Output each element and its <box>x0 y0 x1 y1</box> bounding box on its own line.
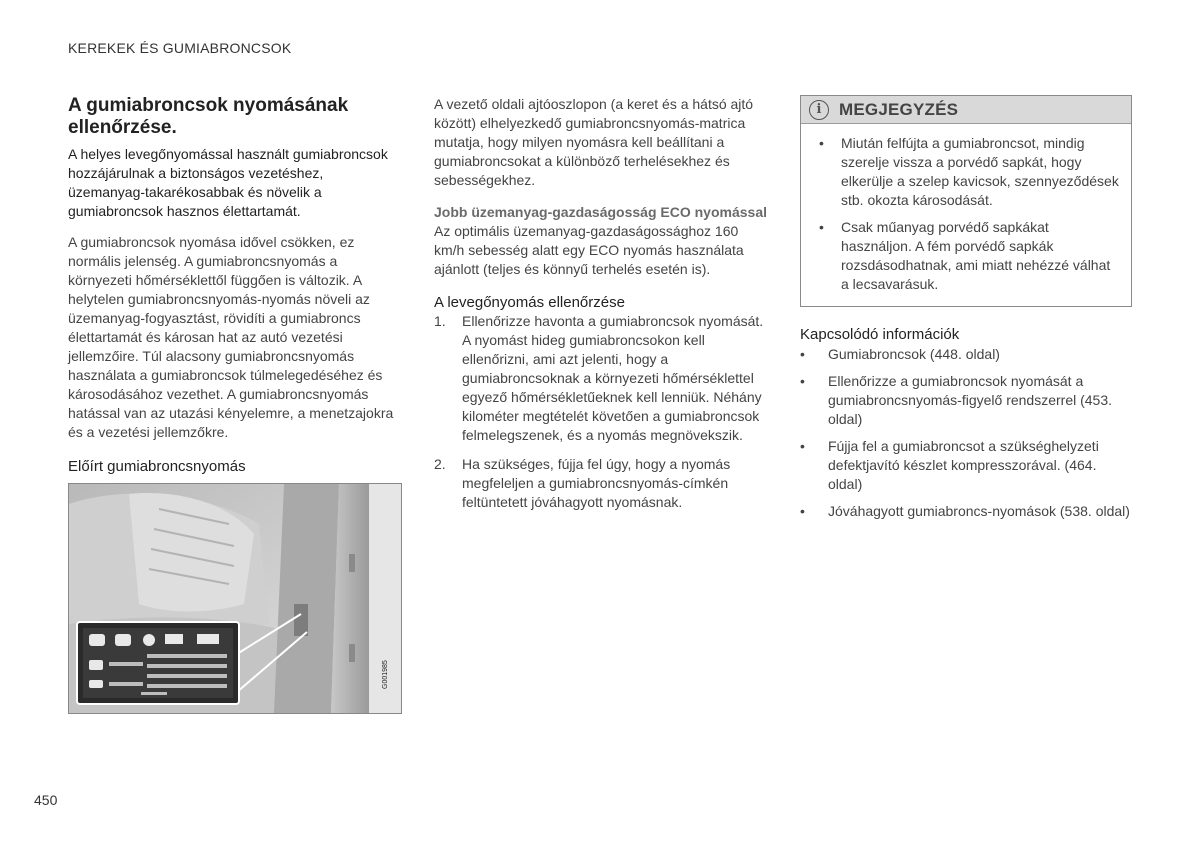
eco-paragraph: Az optimális üzemanyag-gazdaságossághoz 160 km/h sebesség alatt egy ECO nyomás használata ajánlott (teljes és könnyű terhelés esetén is). <box>434 223 744 277</box>
column-left <box>68 95 404 714</box>
related-list <box>800 345 1132 521</box>
info-icon: i <box>809 100 829 120</box>
door-pillar-illustration <box>69 484 401 713</box>
step-number: 1. <box>434 313 446 329</box>
eco-heading: Jobb üzemanyag-gazdaságosság ECO nyomással <box>434 204 767 220</box>
note-header <box>801 96 1131 124</box>
body-paragraph: A gumiabroncsok nyomása idővel csökken, ez normális jelenség. A gumiabroncsnyomás a környezeti hőmérséklettől függően is változik. A helytelen gumiabroncsnyomás-nyomás növeli az üzemanyag-fogyasztást, rövidíti a gumiabroncs élettartamát és károsan hat az autó vezetési jellemzőire. Túl alacsony gumiabroncsnyomás használata a gumiabroncsok túlmelegedéséhez és károsodásához vezethet. A gumiabroncsnyomás hatással van az utazási kényelemre, a menetzajokra és a vezetési jellemzőkre. <box>68 234 394 440</box>
step-item <box>434 455 770 512</box>
subheading-required-pressure: Előírt gumiabroncsnyomás <box>68 458 246 475</box>
related-heading: Kapcsolódó információk <box>800 326 960 343</box>
note-item: • Csak műanyag porvédő sapkákat használjon. A fém porvédő sapkák rozsdásodhatnak, ami miatt nehézzé válhat a lecsavarásuk. <box>819 219 1111 292</box>
column-right <box>800 95 1132 521</box>
step-number: 2. <box>434 456 446 472</box>
page-number: 450 <box>34 792 58 808</box>
lead-paragraph: A helyes levegőnyomással használt gumiabroncsok hozzájárulnak a biztonságos vezetéshez, üzemanyag-takarékosabbak és növelik a gumiabroncsok hasznos élettartamát. <box>68 146 388 219</box>
image-code: G001985 <box>382 660 389 689</box>
check-heading: A levegőnyomás ellenőrzése <box>434 294 625 311</box>
step-text: Ha szükséges, fújja fel úgy, hogy a nyomás megfeleljen a gumiabroncsnyomás-címkén feltüntetett jóváhagyott nyomásnak. <box>462 456 731 510</box>
tire-pressure-label-photo <box>68 483 402 714</box>
note-title: MEGJEGYZÉS <box>839 99 959 119</box>
step-item <box>434 312 770 445</box>
related-link[interactable]: • Gumiabroncsok (448. oldal) <box>800 346 1000 362</box>
related-link[interactable]: • Jóváhagyott gumiabroncs-nyomások (538. oldal) <box>800 503 1130 519</box>
step-text: Ellenőrizze havonta a gumiabroncsok nyomását. A nyomást hideg gumiabroncsokon kell ellenőrizni, ami azt jelenti, hogy a gumiabroncsoknak a környezeti hőmérséklettel egyező hőmérsékletűeknek kell lenniük. Néhány kilométer megtételét követően a gumiabroncsok felmelegszenek, és a nyomás megnövekszik. <box>462 313 764 443</box>
section-title: A gumiabroncsok nyomásának ellenőrzése. <box>68 95 349 138</box>
related-link[interactable]: • Ellenőrizze a gumiabroncsok nyomását a gumiabroncsnyomás-figyelő rendszerrel (453. oldal) <box>800 373 1113 427</box>
related-link[interactable]: • Fújja fel a gumiabroncsot a szükséghelyzeti defektjavító készlet kompresszorával. (464. oldal) <box>800 438 1099 492</box>
note-item: • Miután felfújta a gumiabroncsot, mindig szerelje vissza a porvédő sapkát, hogy elkerülje a szelep kavicsok, szennyeződések stb. okozta károsodását. <box>819 135 1119 208</box>
note-body <box>801 124 1131 306</box>
note-box <box>800 95 1132 307</box>
intro-paragraph: A vezető oldali ajtóoszlopon (a keret és a hátsó ajtó között) elhelyezkedő gumiabroncsnyomás-matrica mutatja, hogy milyen nyomásra kell beállítani a gumiabroncsokat a különböző terhelésekhez és sebességekhez. <box>434 96 754 188</box>
column-middle <box>434 95 770 512</box>
check-steps <box>434 312 770 512</box>
running-header: KEREKEK ÉS GUMIABRONCSOK <box>68 40 292 56</box>
